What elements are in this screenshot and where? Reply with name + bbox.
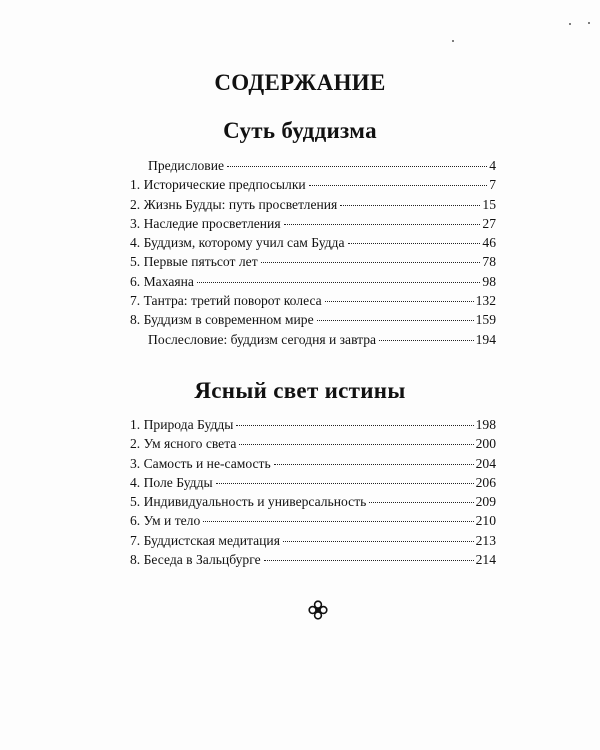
toc-entry xyxy=(130,473,496,492)
dot-leader xyxy=(309,185,487,186)
toc-entry-label: 1. Природа Будды xyxy=(130,417,234,432)
toc-entry-page: 46 xyxy=(482,235,496,251)
toc-entry xyxy=(130,511,496,530)
toc-entry-label: Послесловие: буддизм сегодня и завтра xyxy=(148,331,377,347)
toc-entry xyxy=(130,175,496,194)
toc-entry xyxy=(130,272,496,291)
flower-ornament-icon xyxy=(308,600,328,620)
toc-entry xyxy=(130,252,496,271)
toc-entry-page: 209 xyxy=(475,494,496,510)
toc-entry-label: 5. Первые пятьсот лет xyxy=(130,254,258,270)
toc-entry-page: 200 xyxy=(475,436,496,452)
toc-entry-label: 3. Наследие просветления xyxy=(130,215,281,231)
dot-leader xyxy=(340,205,480,206)
toc-entry xyxy=(130,291,496,310)
toc-entry-label: Предисловие xyxy=(148,158,225,173)
toc-entry xyxy=(130,214,496,233)
toc-entry xyxy=(130,492,496,511)
toc-entry-page: 214 xyxy=(475,552,496,568)
toc-entry xyxy=(130,330,496,349)
toc-entry xyxy=(130,550,496,569)
toc-entry-page: 198 xyxy=(475,417,496,432)
toc-entry-page: 78 xyxy=(482,254,496,270)
dot-leader xyxy=(227,166,487,167)
dot-leader xyxy=(348,243,481,244)
toc-entry-page: 27 xyxy=(482,215,496,231)
toc-entry-label: 8. Беседа в Зальцбурге xyxy=(130,552,261,568)
toc-entry-label: 7. Буддистская медитация xyxy=(130,532,280,548)
toc-entry-page: 4 xyxy=(489,158,496,173)
toc-entry-label: 3. Самость и не-самость xyxy=(130,455,271,471)
toc-entry xyxy=(130,156,496,175)
toc-entry-page: 213 xyxy=(475,532,496,548)
dot-leader xyxy=(239,444,473,445)
dot-leader xyxy=(264,560,474,561)
toc-entry-label: 6. Махаяна xyxy=(130,273,194,289)
toc-entry-page: 204 xyxy=(475,455,496,471)
dot-leader xyxy=(197,282,480,283)
toc-entry xyxy=(130,310,496,329)
toc-entry-label: 2. Жизнь Будды: путь просветления xyxy=(130,196,338,212)
dot-leader xyxy=(274,464,474,465)
section-title-essence: Суть буддизма xyxy=(223,118,377,143)
toc-entry-page: 7 xyxy=(489,177,496,193)
toc-list-clear-light xyxy=(130,415,496,569)
toc-entry-label: 7. Тантра: третий поворот колеса xyxy=(130,293,322,309)
dot-leader xyxy=(317,320,474,321)
toc-entry-label: 5. Индивидуальность и универсальность xyxy=(130,494,367,510)
toc-entry-page: 15 xyxy=(482,196,496,212)
dot-leader xyxy=(236,425,473,426)
dot-leader xyxy=(369,502,473,503)
toc-entry-label: 4. Поле Будды xyxy=(130,474,213,490)
toc-entry-page: 132 xyxy=(475,293,496,309)
toc-list-essence xyxy=(130,156,496,349)
toc-entry-label: 2. Ум ясного света xyxy=(130,436,237,452)
toc-entry-page: 159 xyxy=(475,312,496,328)
toc-entry-label: 4. Буддизм, которому учил сам Будда xyxy=(130,235,345,251)
toc-entry xyxy=(130,195,496,214)
toc-entry xyxy=(130,454,496,473)
toc-entry-page: 98 xyxy=(482,273,496,289)
toc-entry-page: 194 xyxy=(475,331,496,347)
toc-entry xyxy=(130,434,496,453)
toc-entry-page: 210 xyxy=(475,513,496,529)
toc-entry-label: 6. Ум и тело xyxy=(130,513,201,529)
dot-leader xyxy=(283,541,474,542)
dot-leader xyxy=(284,224,481,225)
toc-entry-label: 8. Буддизм в современном мире xyxy=(130,312,314,328)
page-title: СОДЕРЖАНИЕ xyxy=(214,70,386,95)
dot-leader xyxy=(261,262,481,263)
section-title-clear-light: Ясный свет истины xyxy=(194,378,406,403)
toc-entry xyxy=(130,531,496,550)
toc-entry-page: 206 xyxy=(475,474,496,490)
toc-entry xyxy=(130,233,496,252)
dot-leader xyxy=(216,483,474,484)
dot-leader xyxy=(203,521,473,522)
toc-entry xyxy=(130,415,496,434)
dot-leader xyxy=(379,340,474,341)
dot-leader xyxy=(325,301,474,302)
toc-entry-label: 1. Исторические предпосылки xyxy=(130,177,306,193)
